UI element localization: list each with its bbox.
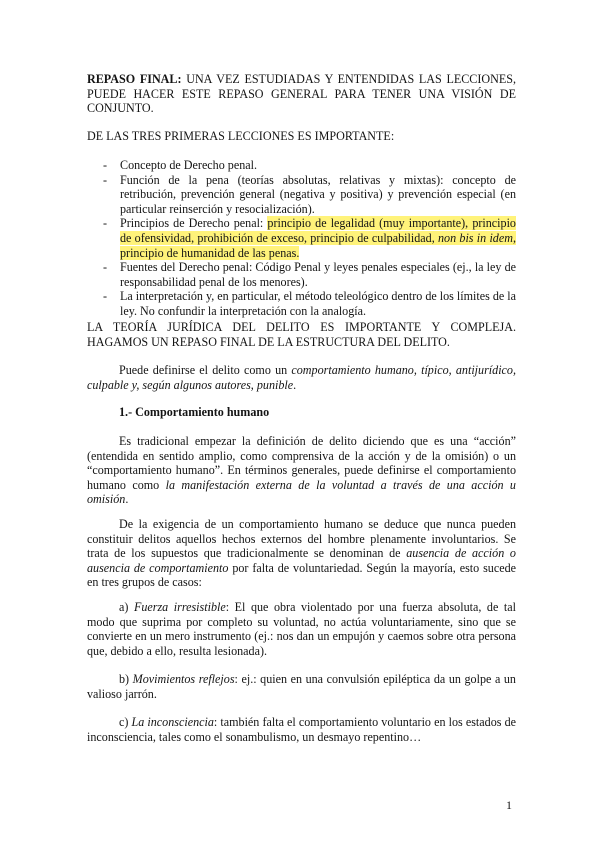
case-label: Fuerza irresistible: [133, 600, 226, 614]
paragraph-end: .: [125, 492, 129, 507]
case-text: : El que obra violentado por una fuerza absoluta, de tal modo que suprima por completo su voluntad, no actúa voluntariamente, sino que se convierte en un mero instrumento (ej.: nos dan un empujón y caemos sobre otra persona que, debido a ello, resulta lesionada).: [87, 600, 516, 658]
case-label: Movimientos reflejos: [132, 672, 235, 686]
bullet-text: Concepto de Derecho penal.: [120, 158, 258, 172]
case-label: La inconsciencia: [131, 715, 214, 729]
paragraph-behaviour: [87, 434, 516, 507]
list-item: [87, 173, 516, 217]
case-c-paragraph: [87, 715, 516, 744]
definition-italic: comportamiento humano, típico, antijurídico, culpable y, según algunos autores, punible: [87, 363, 516, 392]
definition-paragraph: [87, 363, 516, 392]
intro-text: UNA VEZ ESTUDIADAS Y ENTENDIDAS LAS LECCIONES, PUEDE HACER ESTE REPASO GENERAL PARA TENER UNA VISIÓN DE CONJUNTO.: [87, 72, 516, 116]
bullet-dash: -: [103, 289, 108, 304]
bullet-dash: -: [103, 216, 108, 231]
paragraph-text: Es tradicional empezar la definición de delito diciendo que es una “acción” (entendida en sentido amplio, como comprensiva de la acción y de la omisión) o un “comportamiento humano”. En términos generales, puede definirse el comportamiento humano como: [87, 434, 516, 492]
page-number: 1: [506, 798, 512, 812]
paragraph-end: por falta de voluntariedad. Según la mayoría, esto sucede en tres grupos de casos:: [87, 560, 516, 590]
list-item: [87, 260, 516, 289]
section-title: 1.- Comportamiento humano: [119, 405, 270, 419]
case-prefix: b): [119, 672, 133, 686]
intro-bold-label: REPASO FINAL:: [87, 72, 182, 86]
bullet-text: Fuentes del Derecho penal: Código Penal y leyes penales especiales (ej., la ley de responsabilidad penal de los menores).: [120, 260, 516, 289]
case-text: : también falta el comportamiento voluntario en los estados de inconsciencia, tales como el sonambulismo, un desmayo repentino…: [87, 715, 516, 744]
paragraph-involuntary: [87, 517, 516, 590]
list-item: [87, 158, 516, 173]
case-prefix: c): [119, 715, 132, 729]
definition-end: .: [293, 377, 297, 392]
bullet-dash: -: [103, 172, 108, 187]
list-item: [87, 289, 516, 318]
case-a-paragraph: [87, 600, 516, 658]
highlighted-italic-text: non bis in idem: [437, 230, 513, 245]
definition-text: Puede definirse el delito como un: [119, 363, 292, 377]
bullet-dash: -: [103, 158, 108, 172]
paragraph-text: De la exigencia de un comportamiento humano se deduce que nunca pueden constituir delitos aquellos hechos externos del hombre plenamente involuntarios. Se trata de los supuestos que tradicionalmente se denominan de: [87, 517, 516, 561]
paragraph-italic: la manifestación externa de la voluntad a través de una acción u omisión: [87, 477, 516, 507]
list-item: [87, 216, 516, 260]
highlighted-text: , principio de humanidad de las penas.: [120, 230, 516, 260]
case-b-paragraph: [87, 672, 516, 701]
case-prefix: a): [119, 600, 134, 614]
intro-paragraph: [87, 72, 516, 116]
bullet-text: Principios de Derecho penal:: [120, 216, 268, 231]
bullet-text: Función de la pena (teorías absolutas, relativas y mixtas): concepto de retribución, prevención general (negativa y positiva) y prevención especial (en particular reinserción y resocialización).: [120, 172, 516, 216]
bullet-text: La interpretación y, en particular, el método teleológico dentro de los límites de la ley. No confundir la interpretación con la analogía.: [120, 289, 517, 318]
paragraph-italic: ausencia de acción o ausencia de comportamiento: [87, 546, 516, 575]
case-text: : ej.: quien en una convulsión epiléptica da un golpe a un valioso jarrón.: [87, 672, 516, 701]
lessons-bullet-list: [87, 158, 516, 319]
first-lessons-heading: DE LAS TRES PRIMERAS LECCIONES ES IMPORTANTE:: [87, 129, 395, 143]
highlighted-text: principio de legalidad (muy importante), principio de ofensividad, prohibición de exceso, principio de culpabilidad,: [120, 216, 516, 245]
theory-heading: LA TEORÍA JURÍDICA DEL DELITO ES IMPORTANTE Y COMPLEJA. HAGAMOS UN REPASO FINAL DE LA ESTRUCTURA DEL DELITO.: [87, 320, 516, 349]
bullet-dash: -: [103, 260, 108, 275]
